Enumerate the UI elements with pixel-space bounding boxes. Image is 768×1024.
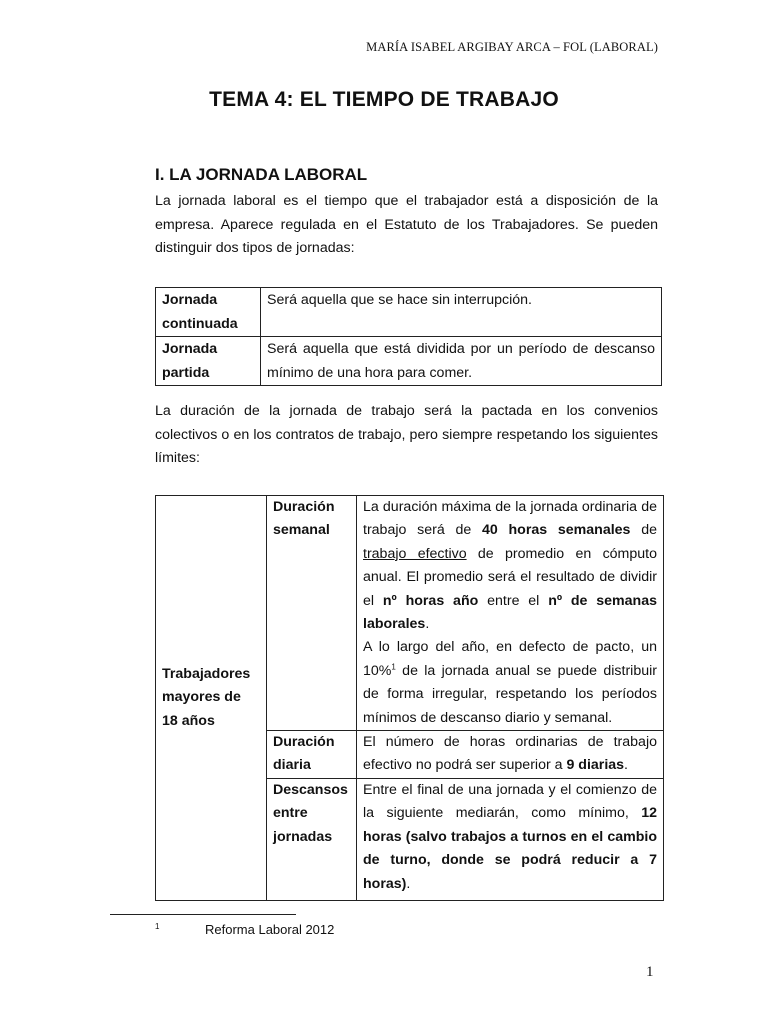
footnote-text: Reforma Laboral 2012 <box>205 922 335 937</box>
page-header: MARÍA ISABEL ARGIBAY ARCA – FOL (LABORAL) <box>366 40 658 54</box>
limit-description: La duración máxima de la jornada ordinaria de trabajo será de 40 horas semanales de trabajo efectivo de promedio en cómputo anual. El promedio será el resultado de dividir el nº horas año entre el nº de semanas laborales. A lo largo del año, en defecto de pacto, un 10%$^1$ de la jornada anual se puede distribuir de forma irregular, respetando los períodos mínimos de descanso diario y semanal. <box>357 496 664 731</box>
limit-label: Descansos entre jornadas <box>267 778 357 900</box>
limit-description: Entre el final de una jornada y el comienzo de la siguiente mediarán, como mínimo, 12 horas (salvo trabajos a turnos en el cambio de turno, donde se podrá reducir a 7 horas). <box>357 778 664 900</box>
limit-description: El número de horas ordinarias de trabajo efectivo no podrá ser superior a 9 diarias. <box>357 731 664 779</box>
limit-label: Duración diaria <box>267 731 357 779</box>
table-row <box>156 337 662 386</box>
jornada-types-table <box>155 287 662 386</box>
intro-paragraph: La jornada laboral es el tiempo que el trabajador está a disposición de la empresa. Aparece regulada en el Estatuto de los Trabajadores. Se pueden distinguir dos tipos de jornadas: <box>155 193 658 256</box>
jornada-name: Jornada continuada <box>156 288 261 337</box>
limits-table <box>155 495 664 901</box>
limits-paragraph: La duración de la jornada de trabajo será la pactada en los convenios colectivos o en los contratos de trabajo, pero siempre respetando los siguientes límites: <box>155 403 658 466</box>
section-heading: I. LA JORNADA LABORAL <box>155 165 368 184</box>
footnote-ref: 1 <box>391 662 396 672</box>
jornada-description: Será aquella que se hace sin interrupción. <box>261 288 662 337</box>
footnote-divider <box>110 914 296 915</box>
worker-group-label: Trabajadores mayores de 18 años <box>156 496 267 901</box>
table-row <box>156 288 662 337</box>
page-title: TEMA 4: EL TIEMPO DE TRABAJO <box>209 88 559 111</box>
limit-label: Duración semanal <box>267 496 357 731</box>
jornada-description: Será aquella que está dividida por un período de descanso mínimo de una hora para comer. <box>261 337 662 386</box>
table-row <box>156 496 664 731</box>
jornada-name: Jornada partida <box>156 337 261 386</box>
footnote-number: 1 <box>155 922 160 931</box>
page-number: 1 <box>646 964 654 980</box>
